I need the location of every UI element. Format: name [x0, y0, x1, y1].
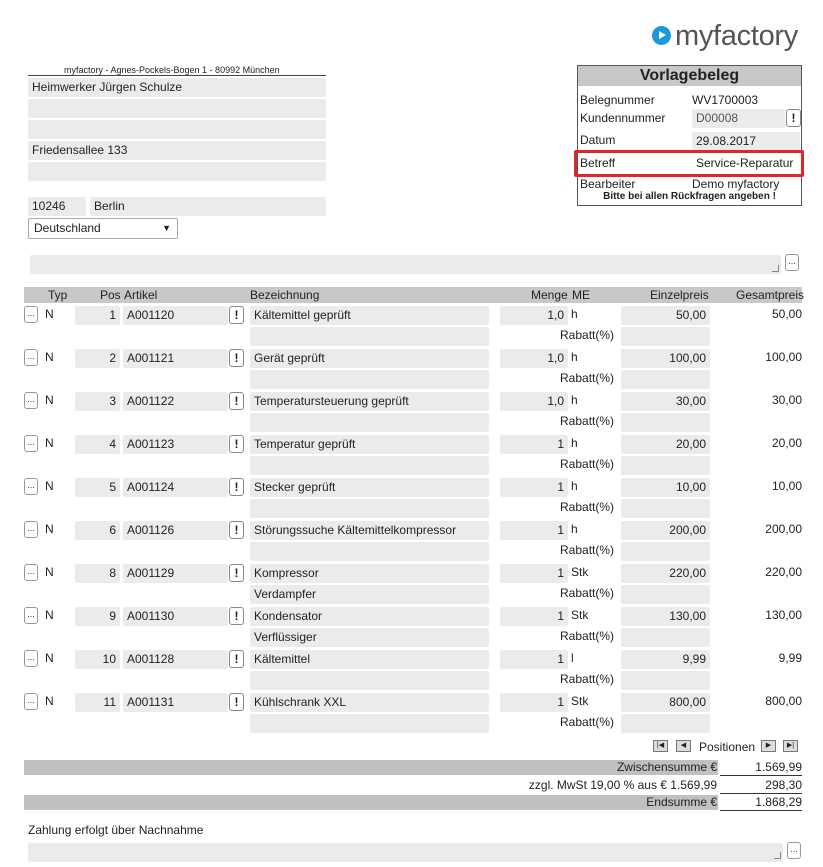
- row-article-info-button[interactable]: !: [229, 306, 244, 324]
- address-zip[interactable]: 10246: [28, 197, 86, 216]
- row-article-info-button[interactable]: !: [229, 607, 244, 625]
- row-typ: N: [45, 608, 54, 622]
- row-rabatt-label: Rabatt(%): [560, 328, 615, 342]
- row-einzelpreis[interactable]: 50,00: [621, 306, 710, 325]
- row-bezeichnung2[interactable]: Verdampfer: [250, 585, 489, 604]
- row-pos[interactable]: 5: [75, 478, 120, 497]
- prev-page-button[interactable]: ◀: [676, 740, 691, 752]
- row-pos[interactable]: 3: [75, 392, 120, 411]
- row-typ: N: [45, 436, 54, 450]
- row-einzelpreis[interactable]: 100,00: [621, 349, 710, 368]
- row-einzelpreis[interactable]: 20,00: [621, 435, 710, 454]
- header-me: ME: [572, 288, 590, 302]
- row-einzelpreis[interactable]: 9,99: [621, 650, 710, 669]
- row-bezeichnung2[interactable]: Verflüssiger: [250, 628, 489, 647]
- row-pos[interactable]: 1: [75, 306, 120, 325]
- payment-text: Zahlung erfolgt über Nachnahme: [28, 823, 204, 837]
- subtotal-bar: [24, 760, 718, 775]
- row-article-info-button[interactable]: !: [229, 349, 244, 367]
- row-rabatt-label: Rabatt(%): [560, 672, 615, 686]
- row-bezeichnung[interactable]: Temperatursteuerung geprüft: [250, 392, 489, 411]
- row-pos[interactable]: 8: [75, 564, 120, 583]
- bearbeiter-value: Demo myfactory: [692, 177, 780, 191]
- kundennummer-field[interactable]: D00008: [692, 109, 785, 128]
- row-typ: N: [45, 479, 54, 493]
- row-einzelpreis[interactable]: 220,00: [621, 564, 710, 583]
- address-line1[interactable]: Heimwerker Jürgen Schulze: [28, 78, 326, 97]
- footer-resize-handle-icon[interactable]: [774, 852, 781, 859]
- row-bezeichnung2[interactable]: [250, 413, 489, 432]
- customer-info-button[interactable]: !: [786, 109, 801, 127]
- row-einzelpreis[interactable]: 130,00: [621, 607, 710, 626]
- row-gesamtpreis: 10,00: [771, 479, 802, 493]
- row-typ: N: [45, 651, 54, 665]
- address-line5[interactable]: [28, 162, 326, 181]
- row-artikel[interactable]: A001131: [123, 693, 228, 712]
- row-menge[interactable]: 1: [500, 693, 568, 712]
- row-bezeichnung2[interactable]: [250, 327, 489, 346]
- kundennummer-label: Kundennummer: [580, 111, 666, 125]
- subtotal-value: 1.569,99: [755, 760, 802, 774]
- dropdown-arrow-icon: ▼: [162, 223, 171, 233]
- header-gesamtpreis: Gesamtpreis: [736, 288, 805, 302]
- row-article-info-button[interactable]: !: [229, 478, 244, 496]
- comment-more-button[interactable]: ...: [785, 254, 799, 271]
- row-me: l: [571, 651, 574, 665]
- row-pos[interactable]: 4: [75, 435, 120, 454]
- row-me: Stk: [571, 565, 589, 579]
- belegnummer-label: Belegnummer: [580, 93, 655, 107]
- row-me: h: [571, 393, 578, 407]
- row-pos[interactable]: 9: [75, 607, 120, 626]
- row-einzelpreis[interactable]: 10,00: [621, 478, 710, 497]
- subtotal-underline: [720, 775, 802, 776]
- row-rabatt-field[interactable]: [621, 671, 710, 690]
- row-more-button[interactable]: ...: [24, 521, 38, 538]
- belegnummer-value: WV1700003: [692, 93, 759, 107]
- row-gesamtpreis: 20,00: [771, 436, 802, 450]
- header-typ: Typ: [48, 288, 68, 302]
- row-more-button[interactable]: ...: [24, 349, 38, 366]
- row-artikel[interactable]: A001130: [123, 607, 228, 626]
- row-menge[interactable]: 1: [500, 607, 568, 626]
- row-me: h: [571, 350, 578, 364]
- row-typ: N: [45, 393, 54, 407]
- row-me: h: [571, 436, 578, 450]
- row-artikel[interactable]: A001124: [123, 478, 228, 497]
- row-more-button[interactable]: ...: [24, 306, 38, 323]
- row-bezeichnung2[interactable]: [250, 499, 489, 518]
- row-bezeichnung[interactable]: Kühlschrank XXL: [250, 693, 489, 712]
- row-bezeichnung[interactable]: Stecker geprüft: [250, 478, 489, 497]
- row-typ: N: [45, 522, 54, 536]
- footer-field[interactable]: [28, 843, 783, 862]
- vat-label: zzgl. MwSt 19,00 % aus € 1.569,99: [528, 778, 717, 792]
- row-rabatt-label: Rabatt(%): [560, 500, 615, 514]
- row-pos[interactable]: 11: [75, 693, 120, 712]
- sender-line: myfactory - Agnes-Pockels-Bogen 1 - 80992 München: [64, 65, 280, 75]
- row-gesamtpreis: 220,00: [765, 565, 802, 579]
- row-rabatt-label: Rabatt(%): [560, 457, 615, 471]
- row-einzelpreis[interactable]: 800,00: [621, 693, 710, 712]
- play-icon: [652, 26, 671, 45]
- highlight-box: [574, 150, 804, 177]
- row-more-button[interactable]: ...: [24, 392, 38, 409]
- row-rabatt-field[interactable]: [621, 714, 710, 733]
- footer-more-button[interactable]: ...: [787, 842, 801, 859]
- pager-label: Positionen: [699, 740, 756, 754]
- header-menge: Menge: [531, 288, 568, 302]
- total-underline: [720, 810, 802, 811]
- row-bezeichnung2[interactable]: [250, 671, 489, 690]
- row-me: h: [571, 479, 578, 493]
- datum-field[interactable]: 29.08.2017: [692, 132, 800, 151]
- row-einzelpreis[interactable]: 200,00: [621, 521, 710, 540]
- row-rabatt-label: Rabatt(%): [560, 543, 615, 557]
- row-me: Stk: [571, 694, 589, 708]
- row-menge[interactable]: 1: [500, 478, 568, 497]
- row-pos[interactable]: 6: [75, 521, 120, 540]
- row-article-info-button[interactable]: !: [229, 564, 244, 582]
- row-rabatt-label: Rabatt(%): [560, 371, 615, 385]
- row-rabatt-field[interactable]: [621, 456, 710, 475]
- row-typ: N: [45, 565, 54, 579]
- row-more-button[interactable]: ...: [24, 607, 38, 624]
- row-bezeichnung[interactable]: Gerät geprüft: [250, 349, 489, 368]
- logo-text: myfactory: [675, 20, 798, 52]
- header-artikel: Artikel: [124, 288, 158, 302]
- row-typ: N: [45, 307, 54, 321]
- reference-hint: Bitte bei allen Rückfragen angeben !: [603, 191, 776, 202]
- country-value: Deutschland: [34, 221, 101, 235]
- row-artikel[interactable]: A001128: [123, 650, 228, 669]
- row-rabatt-field[interactable]: [621, 585, 710, 604]
- row-rabatt-label: Rabatt(%): [560, 414, 615, 428]
- row-artikel[interactable]: A001129: [123, 564, 228, 583]
- row-rabatt-field[interactable]: [621, 542, 710, 561]
- datum-label: Datum: [580, 133, 616, 147]
- comment-field[interactable]: [30, 255, 781, 274]
- row-artikel[interactable]: A001122: [123, 392, 228, 411]
- row-typ: N: [45, 694, 54, 708]
- first-page-button[interactable]: |◀: [653, 740, 668, 752]
- address-line2[interactable]: [28, 99, 326, 118]
- header-pos: Pos: [100, 288, 121, 302]
- row-bezeichnung2[interactable]: [250, 456, 489, 475]
- bearbeiter-label: Bearbeiter: [580, 177, 636, 191]
- next-page-button[interactable]: ▶: [761, 740, 776, 752]
- row-gesamtpreis: 100,00: [765, 350, 802, 364]
- row-bezeichnung[interactable]: Kältemittel geprüft: [250, 306, 489, 325]
- row-gesamtpreis: 9,99: [778, 651, 802, 665]
- row-article-info-button[interactable]: !: [229, 650, 244, 668]
- row-bezeichnung[interactable]: Störungssuche Kältemittelkompressor: [250, 521, 489, 540]
- row-rabatt-label: Rabatt(%): [560, 715, 615, 729]
- row-menge[interactable]: 1,0: [500, 349, 568, 368]
- row-bezeichnung2[interactable]: [250, 542, 489, 561]
- row-me: Stk: [571, 608, 589, 622]
- row-more-button[interactable]: ...: [24, 435, 38, 452]
- row-artikel[interactable]: A001123: [123, 435, 228, 454]
- row-menge[interactable]: 1: [500, 564, 568, 583]
- info-box: [577, 65, 802, 206]
- row-rabatt-field[interactable]: [621, 628, 710, 647]
- address-city[interactable]: Berlin: [90, 197, 326, 216]
- row-bezeichnung[interactable]: Kondensator: [250, 607, 489, 626]
- betreff-label: Betreff: [580, 156, 616, 170]
- row-menge[interactable]: 1: [500, 650, 568, 669]
- total-label: Endsumme €: [646, 795, 717, 809]
- row-rabatt-label: Rabatt(%): [560, 629, 615, 643]
- row-rabatt-field[interactable]: [621, 499, 710, 518]
- row-menge[interactable]: 1: [500, 521, 568, 540]
- sender-divider: [28, 75, 326, 76]
- row-gesamtpreis: 50,00: [771, 307, 802, 321]
- row-menge[interactable]: 1,0: [500, 392, 568, 411]
- row-rabatt-field[interactable]: [621, 413, 710, 432]
- address-street[interactable]: Friedensallee 133: [28, 141, 326, 160]
- info-box-title: Vorlagebeleg: [578, 66, 801, 86]
- row-artikel[interactable]: A001126: [123, 521, 228, 540]
- row-artikel[interactable]: A001121: [123, 349, 228, 368]
- row-rabatt-field[interactable]: [621, 327, 710, 346]
- row-gesamtpreis: 130,00: [765, 608, 802, 622]
- table-header: [24, 287, 805, 303]
- row-menge[interactable]: 1,0: [500, 306, 568, 325]
- row-article-info-button[interactable]: !: [229, 435, 244, 453]
- row-more-button[interactable]: ...: [24, 693, 38, 710]
- row-pos[interactable]: 2: [75, 349, 120, 368]
- total-bar: [24, 795, 718, 810]
- row-bezeichnung[interactable]: Kompressor: [250, 564, 489, 583]
- row-bezeichnung2[interactable]: [250, 370, 489, 389]
- vat-value: 298,30: [765, 778, 802, 792]
- row-gesamtpreis: 200,00: [765, 522, 802, 536]
- row-rabatt-field[interactable]: [621, 370, 710, 389]
- subtotal-label: Zwischensumme €: [616, 760, 717, 774]
- myfactory-logo: [652, 20, 798, 53]
- row-menge[interactable]: 1: [500, 435, 568, 454]
- row-artikel[interactable]: A001120: [123, 306, 228, 325]
- row-rabatt-label: Rabatt(%): [560, 586, 615, 600]
- last-page-button[interactable]: ▶|: [783, 740, 798, 752]
- address-line3[interactable]: [28, 120, 326, 139]
- row-bezeichnung[interactable]: Kältemittel: [250, 650, 489, 669]
- row-article-info-button[interactable]: !: [229, 693, 244, 711]
- total-value: 1.868,29: [755, 795, 802, 809]
- row-more-button[interactable]: ...: [24, 478, 38, 495]
- row-more-button[interactable]: ...: [24, 564, 38, 581]
- row-typ: N: [45, 350, 54, 364]
- row-bezeichnung2[interactable]: [250, 714, 489, 733]
- country-select[interactable]: [28, 218, 178, 239]
- row-gesamtpreis: 800,00: [765, 694, 802, 708]
- row-article-info-button[interactable]: !: [229, 392, 244, 410]
- row-einzelpreis[interactable]: 30,00: [621, 392, 710, 411]
- resize-handle-icon[interactable]: [772, 265, 779, 272]
- row-pos[interactable]: 10: [75, 650, 120, 669]
- row-article-info-button[interactable]: !: [229, 521, 244, 539]
- header-bezeichnung: Bezeichnung: [250, 288, 320, 302]
- vat-underline: [720, 793, 802, 794]
- row-me: h: [571, 307, 578, 321]
- row-gesamtpreis: 30,00: [771, 393, 802, 407]
- betreff-field[interactable]: Service-Reparatur: [692, 154, 800, 173]
- header-einzelpreis: Einzelpreis: [650, 288, 709, 302]
- row-more-button[interactable]: ...: [24, 650, 38, 667]
- row-me: h: [571, 522, 578, 536]
- row-bezeichnung[interactable]: Temperatur geprüft: [250, 435, 489, 454]
